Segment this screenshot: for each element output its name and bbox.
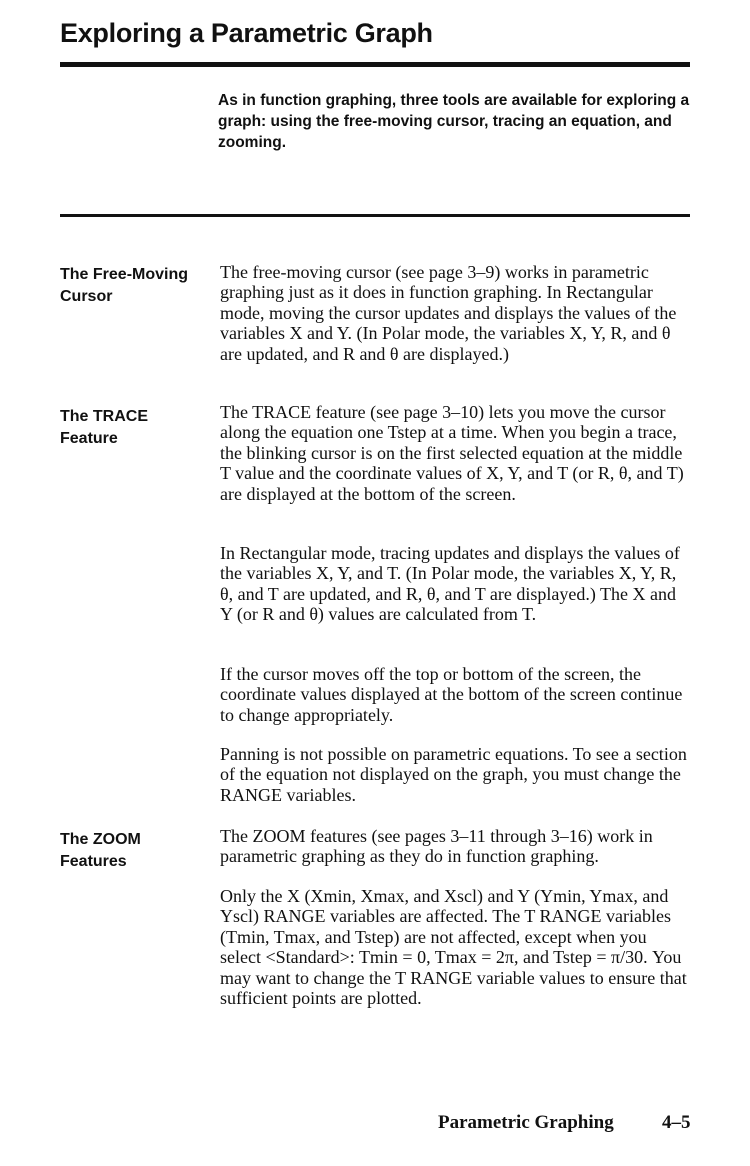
trace-paragraph-2: In Rectangular mode, tracing updates and displays the values of the variables X, Y, and T. (In Polar mode, the variables X, Y, R, θ, and T are updated, and R, θ, and T are displayed.) The X and Y (or R and θ) values are calculated from T. (220, 543, 680, 625)
title-rule (60, 62, 690, 67)
trace-paragraph-1: The TRACE feature (see page 3–10) lets you move the cursor along the equation one Tstep at a time. When you begin a trace, the blinking cursor is on the first selected equation at the middle T value and the coordinate values of X, Y, and T (or R, θ, and T) are displayed at the bottom of the screen. (220, 402, 684, 504)
intro-text: As in function graphing, three tools are available for exploring a graph: using the free-moving cursor, tracing an equation, and zooming. (218, 92, 690, 151)
heading-trace-feature: The TRACE Feature (60, 408, 148, 447)
trace-paragraph-3: If the cursor moves off the top or bottom of the screen, the coordinate values displayed at the bottom of the screen continue to change appropriately. (220, 664, 683, 725)
footer-page-number: 4–5 (662, 1112, 691, 1133)
section-rule (60, 214, 690, 217)
page-title: Exploring a Parametric Graph (60, 18, 433, 48)
heading-zoom-features: The ZOOM Features (60, 831, 141, 870)
heading-free-moving-cursor: The Free-Moving Cursor (60, 266, 189, 305)
cursor-paragraph-1: The free-moving cursor (see page 3–9) works in parametric graphing just as it does in function graphing. In Rectangular mode, moving the cursor updates and displays the values of the variables X and Y. (In Polar mode, the variables X, Y, R, and θ are updated, and R and θ are displayed.) (220, 262, 677, 364)
trace-paragraph-4: Panning is not possible on parametric equations. To see a section of the equation not displayed on the graph, you must change the RANGE variables. (220, 744, 687, 805)
footer-chapter-title: Parametric Graphing (438, 1112, 614, 1133)
zoom-paragraph-2: Only the X (Xmin, Xmax, and Xscl) and Y (Ymin, Ymax, and Yscl) RANGE variables are affected. The T RANGE variables (Tmin, Tmax, and Tstep) are not affected, except when you select <Standard>: Tmin = 0, Tmax = 2π, and Tstep = π/30. You may want to change the T RANGE variable values to ensure that sufficient points are plotted. (220, 886, 687, 1009)
zoom-paragraph-1: The ZOOM features (see pages 3–11 through 3–16) work in parametric graphing as they do in function graphing. (220, 826, 653, 867)
